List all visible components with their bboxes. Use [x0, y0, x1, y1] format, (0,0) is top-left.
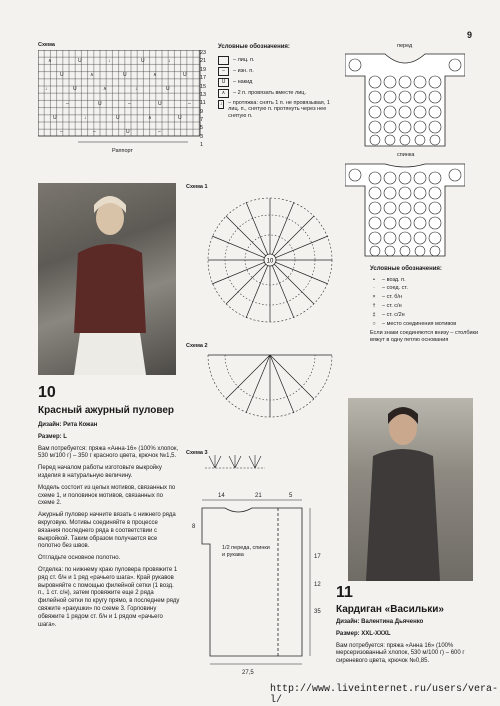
article-11-size: Размер: XXL-XXXL — [336, 630, 391, 637]
article-10-number: 10 — [38, 384, 56, 401]
svg-text:–: – — [188, 101, 191, 107]
crochet-half-motif-chart — [195, 350, 345, 435]
article-10-p3: Ажурный пуловер начните вязать с нижнего ряда вкруговую. Мотивы соединяйте в процессе вязания последнего ряда в соответствии с выкройкой. Таким образом получается все полотно без швов. — [38, 512, 176, 550]
svg-text:↓: ↓ — [108, 58, 111, 64]
article-10-p4: Отгладьте основное полотно. — [38, 555, 121, 562]
svg-text:∧: ∧ — [48, 58, 52, 64]
dim-27-5: 27,5 — [242, 670, 254, 676]
svg-text:U: U — [116, 115, 120, 121]
article-11-design: Дизайн: Валентина Дьяченко — [336, 619, 424, 625]
article-10-p1: Перед началом работы изготовьте выкройку изделия в натуральную величину. — [38, 465, 162, 479]
woman-portrait-icon — [38, 183, 176, 375]
woman-portrait-icon — [348, 398, 473, 581]
page-number: 9 — [467, 30, 473, 40]
svg-text:–: – — [128, 101, 131, 107]
knit-legend-title: Условные обозначения: — [218, 44, 290, 50]
knit-chart-title: Схема — [38, 42, 55, 48]
back-label: спинка — [397, 152, 415, 158]
article-10-p5: Отделка: по нижнему краю пуловера провяжите 1 ряд ст. б/н и 1 ряд «рачьего шага». Край рукавов выровняйте с помощью филейной сетки (1 возд. п., 1 ст. с/н), затем провяжите еще 2 ряда филейной сетки по кругу прямо, в последнем ряду свяжите «ракушки» по схеме 3. Горловину обвяжите 1 рядом ст. б/н и 1 рядом «рачьего шага». — [38, 566, 180, 628]
shell-chart — [205, 452, 265, 472]
dim-14: 14 — [218, 493, 225, 499]
crochet-chart-3-label: Схема 3 — [186, 450, 208, 456]
svg-text:∧: ∧ — [103, 86, 107, 92]
svg-text:U: U — [53, 115, 57, 121]
article-11-title: Кардиган «Васильки» — [336, 604, 444, 615]
crochet-motif-chart — [195, 180, 345, 340]
svg-text:–: – — [93, 129, 96, 135]
article-10-body — [38, 422, 180, 633]
svg-text:U: U — [60, 72, 64, 78]
crochet-legend: Условные обозначения: • – возд. п. · – соед. ст. × – ст. б/н † – ст. с/н ‡ – ст. с/2н ○ – место соединения мотивов Если знаки соединяются внизу – столбики вяжут в одну петлю основания — [370, 266, 479, 343]
article-10-design: Дизайн: Рита Кожан — [38, 422, 98, 428]
dim-5: 5 — [289, 493, 293, 499]
svg-text:U: U — [183, 72, 187, 78]
svg-text:U: U — [178, 115, 182, 121]
article-11-body — [336, 619, 478, 670]
rapport-label: Раппорт — [112, 148, 134, 154]
crochet-chart-2-label: Схема 2 — [186, 343, 208, 349]
svg-text:U: U — [78, 58, 82, 64]
article-11-number: 11 — [336, 584, 353, 601]
article-10-p2: Модель состоит из целых мотивов, связанных по схеме 1, и половинок мотивов, связанных по схеме 2. — [38, 484, 176, 507]
crochet-legend-note: Если знаки соединяются внизу – столбики вяжут в одну петлю основания — [370, 329, 479, 343]
svg-text:U: U — [166, 86, 170, 92]
article-10-title: Красный ажурный пуловер — [38, 405, 175, 416]
photo-model-10 — [38, 183, 176, 375]
crochet-chart-1-label: Схема 1 — [186, 184, 208, 190]
svg-text:∧: ∧ — [153, 72, 157, 78]
svg-text:↓: ↓ — [135, 86, 138, 92]
svg-text:–: – — [66, 101, 69, 107]
article-10-size: Размер: L — [38, 433, 67, 440]
knit-row-numbers: 23 21 19 17 15 13 11 9 7 5 3 1 — [200, 50, 207, 149]
svg-text:–: – — [158, 129, 161, 135]
knit-legend: Условные обозначения: – лиц. п. – – изн. п. U – накид ∧ – 2 п. провязать вместе лиц. ↓ – протяжка: снять 1 п. не провязывая, 1 лиц. п., снятую п. протянуть через нее снятую п. — [218, 44, 333, 122]
svg-text:–: – — [60, 129, 63, 135]
pattern-center-label: 1/2 переда, спинки и рукава — [222, 545, 270, 558]
svg-text:U: U — [158, 101, 162, 107]
knit-chart-grid — [38, 50, 208, 150]
dim-12: 12 — [314, 582, 321, 588]
article-10-materials: Вам потребуется: пряжа «Анна-16» (100% хлопок, 530 м/100 г) – 350 г красного цвета, крючок №1,5. — [38, 445, 179, 460]
svg-text:∧: ∧ — [148, 115, 152, 121]
dim-21: 21 — [255, 493, 262, 499]
svg-text:U: U — [73, 86, 77, 92]
dim-8: 8 — [192, 524, 196, 530]
motif-center-number: 10 — [266, 258, 274, 265]
svg-text:U: U — [123, 72, 127, 78]
svg-text:↓: ↓ — [84, 115, 87, 121]
dim-17: 17 — [314, 554, 321, 560]
photo-model-11 — [348, 398, 473, 581]
svg-text:U: U — [98, 101, 102, 107]
pattern-diagram — [190, 488, 340, 678]
svg-text:∧: ∧ — [90, 72, 94, 78]
dim-35: 35 — [314, 609, 321, 615]
crochet-legend-title: Условные обозначения: — [370, 266, 442, 272]
front-schematic — [345, 50, 465, 148]
footer-url[interactable]: http://www.liveinternet.ru/users/vera-l/ — [270, 684, 499, 706]
svg-text:↓: ↓ — [45, 86, 48, 92]
front-label: перед — [397, 43, 413, 49]
svg-text:↓: ↓ — [168, 58, 171, 64]
svg-text:U: U — [141, 58, 145, 64]
article-11-materials: Вам потребуется: пряжа «Анна 16» (100% мерсеризованный хлопок, 530 м/100 г) – 600 г сиреневого цвета, крючок №0,85. — [336, 642, 465, 665]
svg-text:U: U — [126, 129, 130, 135]
back-schematic — [345, 160, 465, 258]
